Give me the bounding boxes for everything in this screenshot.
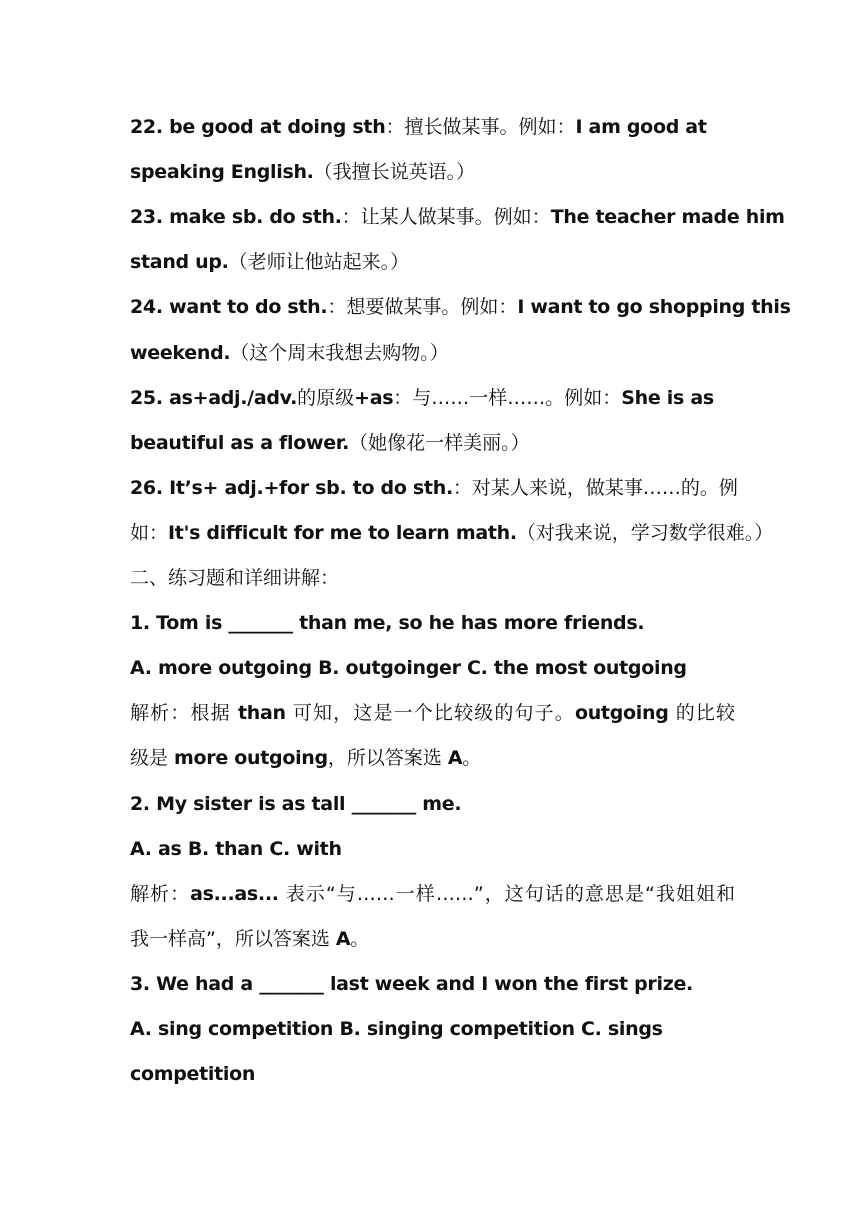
text: ：对某人来说，做某事……的。例 [452, 476, 738, 499]
bold-text: The teacher made him [550, 206, 785, 229]
text: （老师让他站起来。） [228, 251, 410, 274]
bold-text: A. as B. than C. with [130, 837, 342, 860]
bold-text: competition [130, 1063, 256, 1086]
bold-text: A. more outgoing B. outgoinger C. the most outgoing [130, 657, 687, 680]
text-line [130, 240, 735, 285]
text-line [130, 556, 735, 601]
bold-text: speaking English. [130, 161, 314, 184]
text: ：让某人做某事。例如： [341, 206, 551, 229]
text-line [130, 105, 735, 150]
text: 解析：根据 [130, 702, 238, 725]
text-line [130, 1007, 735, 1052]
bold-text: 2. My sister is as tall _______ me. [130, 792, 462, 815]
bold-text: outgoing [574, 702, 669, 725]
text: （她像花一样美丽。） [349, 431, 530, 454]
text-line [130, 917, 735, 962]
bold-text: +as [354, 386, 394, 409]
bold-text: 26. It’s+ adj.+for sb. to do sth. [130, 476, 453, 499]
text: 解析： [130, 882, 191, 905]
bold-text: more outgoing [174, 747, 328, 770]
bold-text: as...as... [190, 882, 279, 905]
text-line [130, 601, 735, 646]
text-line [130, 646, 735, 691]
text-line [130, 331, 735, 376]
text-line [130, 872, 735, 917]
text: 如： [130, 521, 169, 544]
text: ：与……一样……。例如： [393, 386, 622, 409]
bold-text: than [237, 702, 286, 725]
text: 表示“与……一样……”，这句话的意思是“我姐姐和 [278, 882, 735, 905]
text-line [130, 827, 735, 872]
text: 可知，这是一个比较级的句子。 [285, 702, 575, 725]
bold-text: 24. want to do sth. [130, 296, 328, 319]
bold-text: 3. We had a _______ last week and I won the first prize. [130, 972, 693, 995]
text: ，所以答案选 [327, 747, 448, 770]
text: 。 [462, 747, 482, 770]
bold-text: beautiful as a flower. [130, 431, 350, 454]
bold-text: 1. Tom is _______ than me, so he has more friends. [130, 612, 645, 635]
text-line [130, 1052, 735, 1097]
bold-text: A. sing competition B. singing competition C. sings [130, 1018, 663, 1040]
text-line [130, 691, 735, 736]
text-line [130, 511, 774, 556]
text-line [130, 195, 785, 240]
text-line [130, 962, 735, 1007]
text-line [130, 150, 735, 195]
bold-text: weekend. [130, 341, 231, 364]
text-line [130, 421, 735, 466]
bold-text: I want to go shopping this [517, 296, 791, 319]
bold-text: 23. make sb. do sth. [130, 206, 342, 229]
bold-text: stand up. [130, 251, 229, 274]
text-line [130, 736, 735, 781]
text: 二、练习题和详细讲解： [130, 567, 340, 589]
text: 。 [350, 927, 370, 950]
bold-text: 22. be good at doing sth [130, 116, 386, 138]
text: 的原级 [297, 386, 355, 409]
text: （我擅长说英语。） [313, 161, 476, 184]
text: （对我来说，学习数学很难。） [516, 521, 774, 544]
text-line [130, 466, 738, 511]
bold-text: A [335, 927, 351, 950]
bold-text: It's difficult for me to learn math. [168, 521, 517, 544]
text: （这个周末我想去购物。） [230, 341, 449, 364]
bold-text: A [447, 747, 463, 770]
text-line [130, 285, 791, 330]
text: 的比较 [668, 702, 735, 725]
text: 我一样高”，所以答案选 [130, 927, 336, 950]
text-line [130, 782, 735, 827]
text: 级是 [130, 747, 175, 770]
bold-text: I am good at [575, 116, 707, 138]
bold-text: She is as [621, 386, 714, 409]
text-line [130, 376, 735, 421]
text: ：想要做某事。例如： [327, 296, 518, 319]
text: ：擅长做某事。例如： [385, 116, 576, 138]
bold-text: 25. as+adj./adv. [130, 386, 298, 409]
